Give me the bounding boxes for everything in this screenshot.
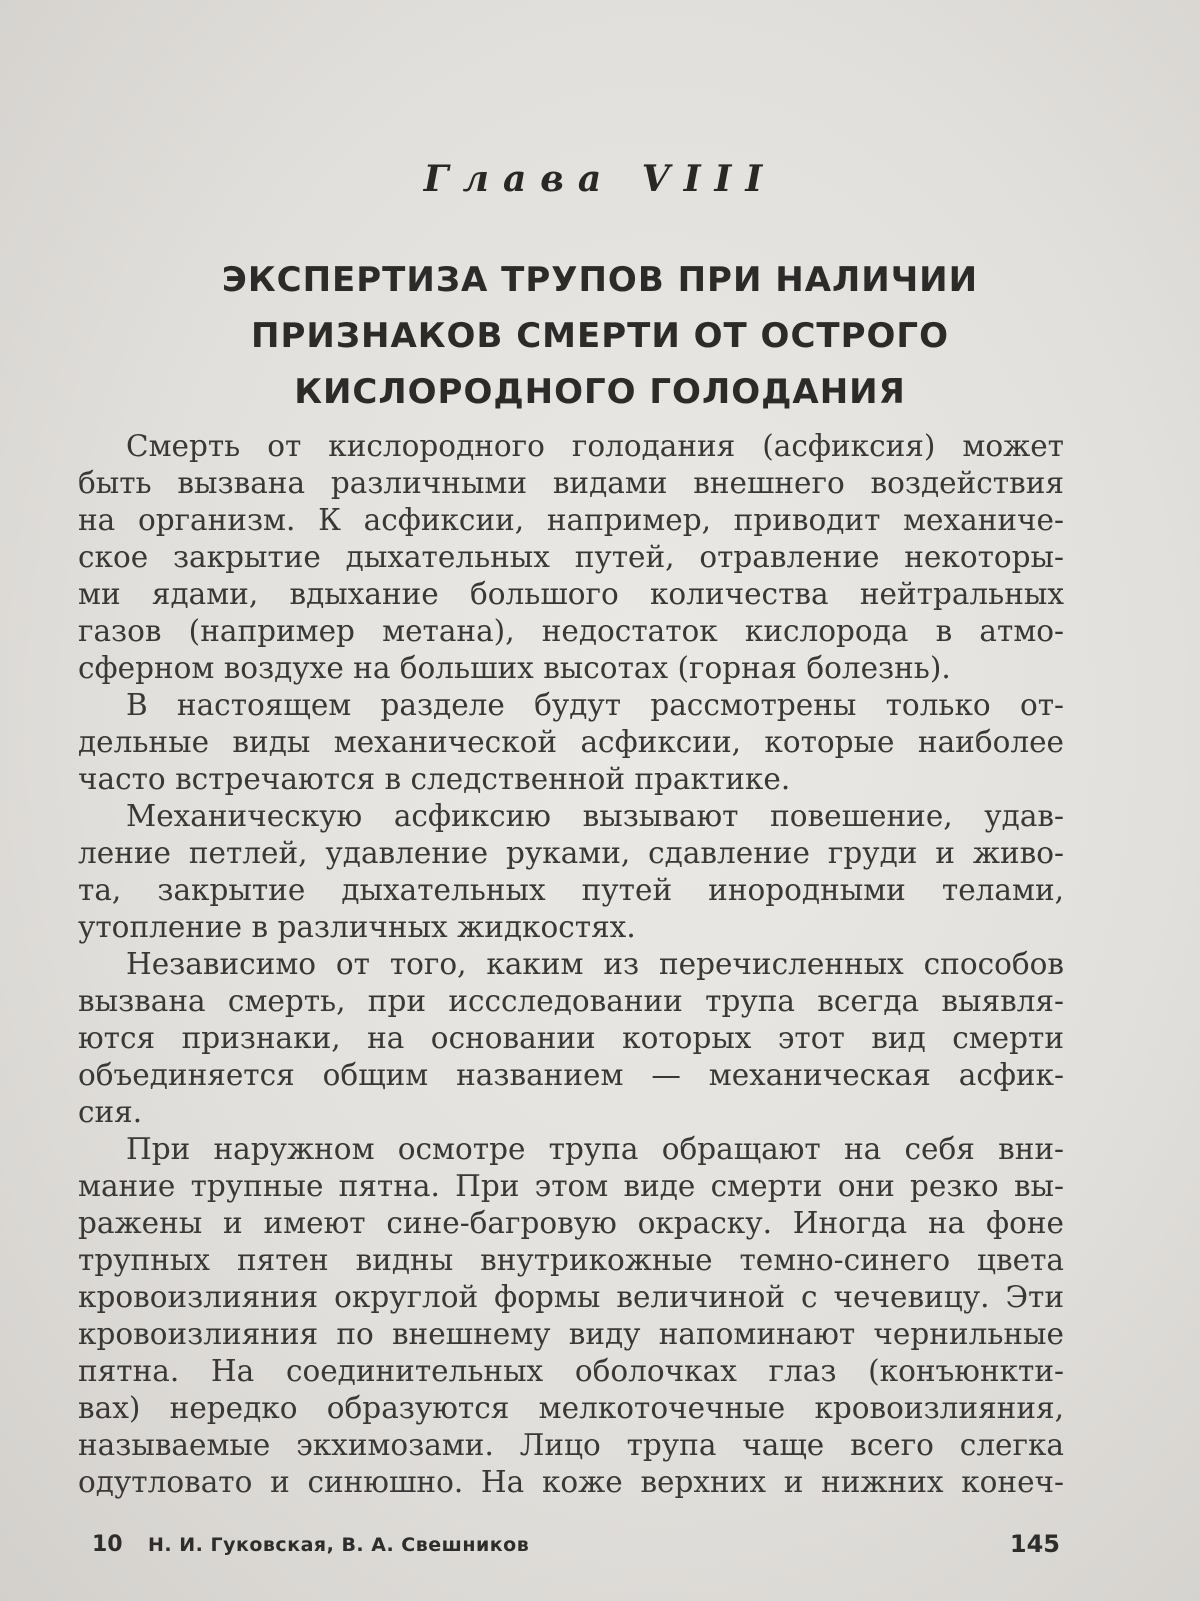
text-line: на организм. К асфиксии, например, приводит механиче- xyxy=(78,503,1064,537)
signature-mark: 10 xyxy=(92,1532,123,1557)
chapter-title-line: ПРИЗНАКОВ СМЕРТИ ОТ ОСТРОГО xyxy=(251,316,949,356)
text-line: часто встречаются в следственной практике. xyxy=(78,762,791,796)
text-line: трупных пятен видны внутрикожные темно-синего цвета xyxy=(78,1243,1064,1277)
text-line: Независимо от того, каким из перечисленных способов xyxy=(126,947,1064,981)
text-line: та, закрытие дыхательных путей инородными телами, xyxy=(78,873,1064,907)
page-footer xyxy=(92,1530,1060,1560)
text-line: сферном воздухе на больших высотах (горная болезнь). xyxy=(78,651,951,685)
text-line: ское закрытие дыхательных путей, отравление некоторы- xyxy=(78,540,1064,574)
text-line: одутловато и синюшно. На коже верхних и нижних конеч- xyxy=(78,1465,1064,1499)
text-line: объединяется общим названием — механическая асфик- xyxy=(78,1058,1064,1092)
paragraph xyxy=(78,687,1064,798)
chapter-title-line: КИСЛОРОДНОГО ГОЛОДАНИЯ xyxy=(294,372,906,412)
text-line: пятна. На соединительных оболочках глаз (конъюнкти- xyxy=(78,1354,1064,1388)
text-line: сия. xyxy=(78,1095,143,1129)
text-line: ление петлей, удавление руками, сдавление груди и живо- xyxy=(78,836,1064,870)
text-line: ми ядами, вдыхание большого количества нейтральных xyxy=(78,577,1064,611)
text-line: называемые экхимозами. Лицо трупа чаще всего слегка xyxy=(78,1428,1064,1462)
page-number: 145 xyxy=(1009,1530,1060,1558)
chapter-title-line: ЭКСПЕРТИЗА ТРУПОВ ПРИ НАЛИЧИИ xyxy=(221,260,979,300)
text-line: вах) нередко образуются мелкоточечные кровоизлияния, xyxy=(78,1391,1064,1425)
body-text xyxy=(78,428,1064,1501)
paragraph xyxy=(78,428,1064,687)
chapter-label: Глава VIII xyxy=(423,158,777,200)
footer-authors: Н. И. Гуковская, В. А. Свешников xyxy=(148,1534,530,1556)
text-line: ражены и имеют сине-багровую окраску. Иногда на фоне xyxy=(78,1206,1064,1240)
text-line: При наружном осмотре трупа обращают на себя вни- xyxy=(126,1132,1064,1166)
text-line: мание трупные пятна. При этом виде смерти они резко вы- xyxy=(78,1169,1064,1203)
paragraph xyxy=(78,946,1064,1131)
paragraph xyxy=(78,1131,1064,1501)
text-line: утопление в различных жидкостях. xyxy=(78,910,636,944)
chapter-title xyxy=(120,252,1080,420)
text-line: В настоящем разделе будут рассмотрены только от- xyxy=(126,688,1064,722)
text-line: кровоизлияния по внешнему виду напоминают чернильные xyxy=(78,1317,1064,1351)
text-line: дельные виды механической асфиксии, которые наиболее xyxy=(78,725,1064,759)
text-line: кровоизлияния округлой формы величиной с чечевицу. Эти xyxy=(78,1280,1064,1314)
text-line: Механическую асфиксию вызывают повешение, удав- xyxy=(126,799,1064,833)
text-line: вызвана смерть, при иссследовании трупа всегда выявля- xyxy=(78,984,1064,1018)
text-line: быть вызвана различными видами внешнего воздействия xyxy=(78,466,1064,500)
text-line: Смерть от кислородного голодания (асфиксия) может xyxy=(126,429,1064,463)
text-line: ются признаки, на основании которых этот вид смерти xyxy=(78,1021,1064,1055)
text-line: газов (например метана), недостаток кислорода в атмо- xyxy=(78,614,1064,648)
paragraph xyxy=(78,798,1064,946)
